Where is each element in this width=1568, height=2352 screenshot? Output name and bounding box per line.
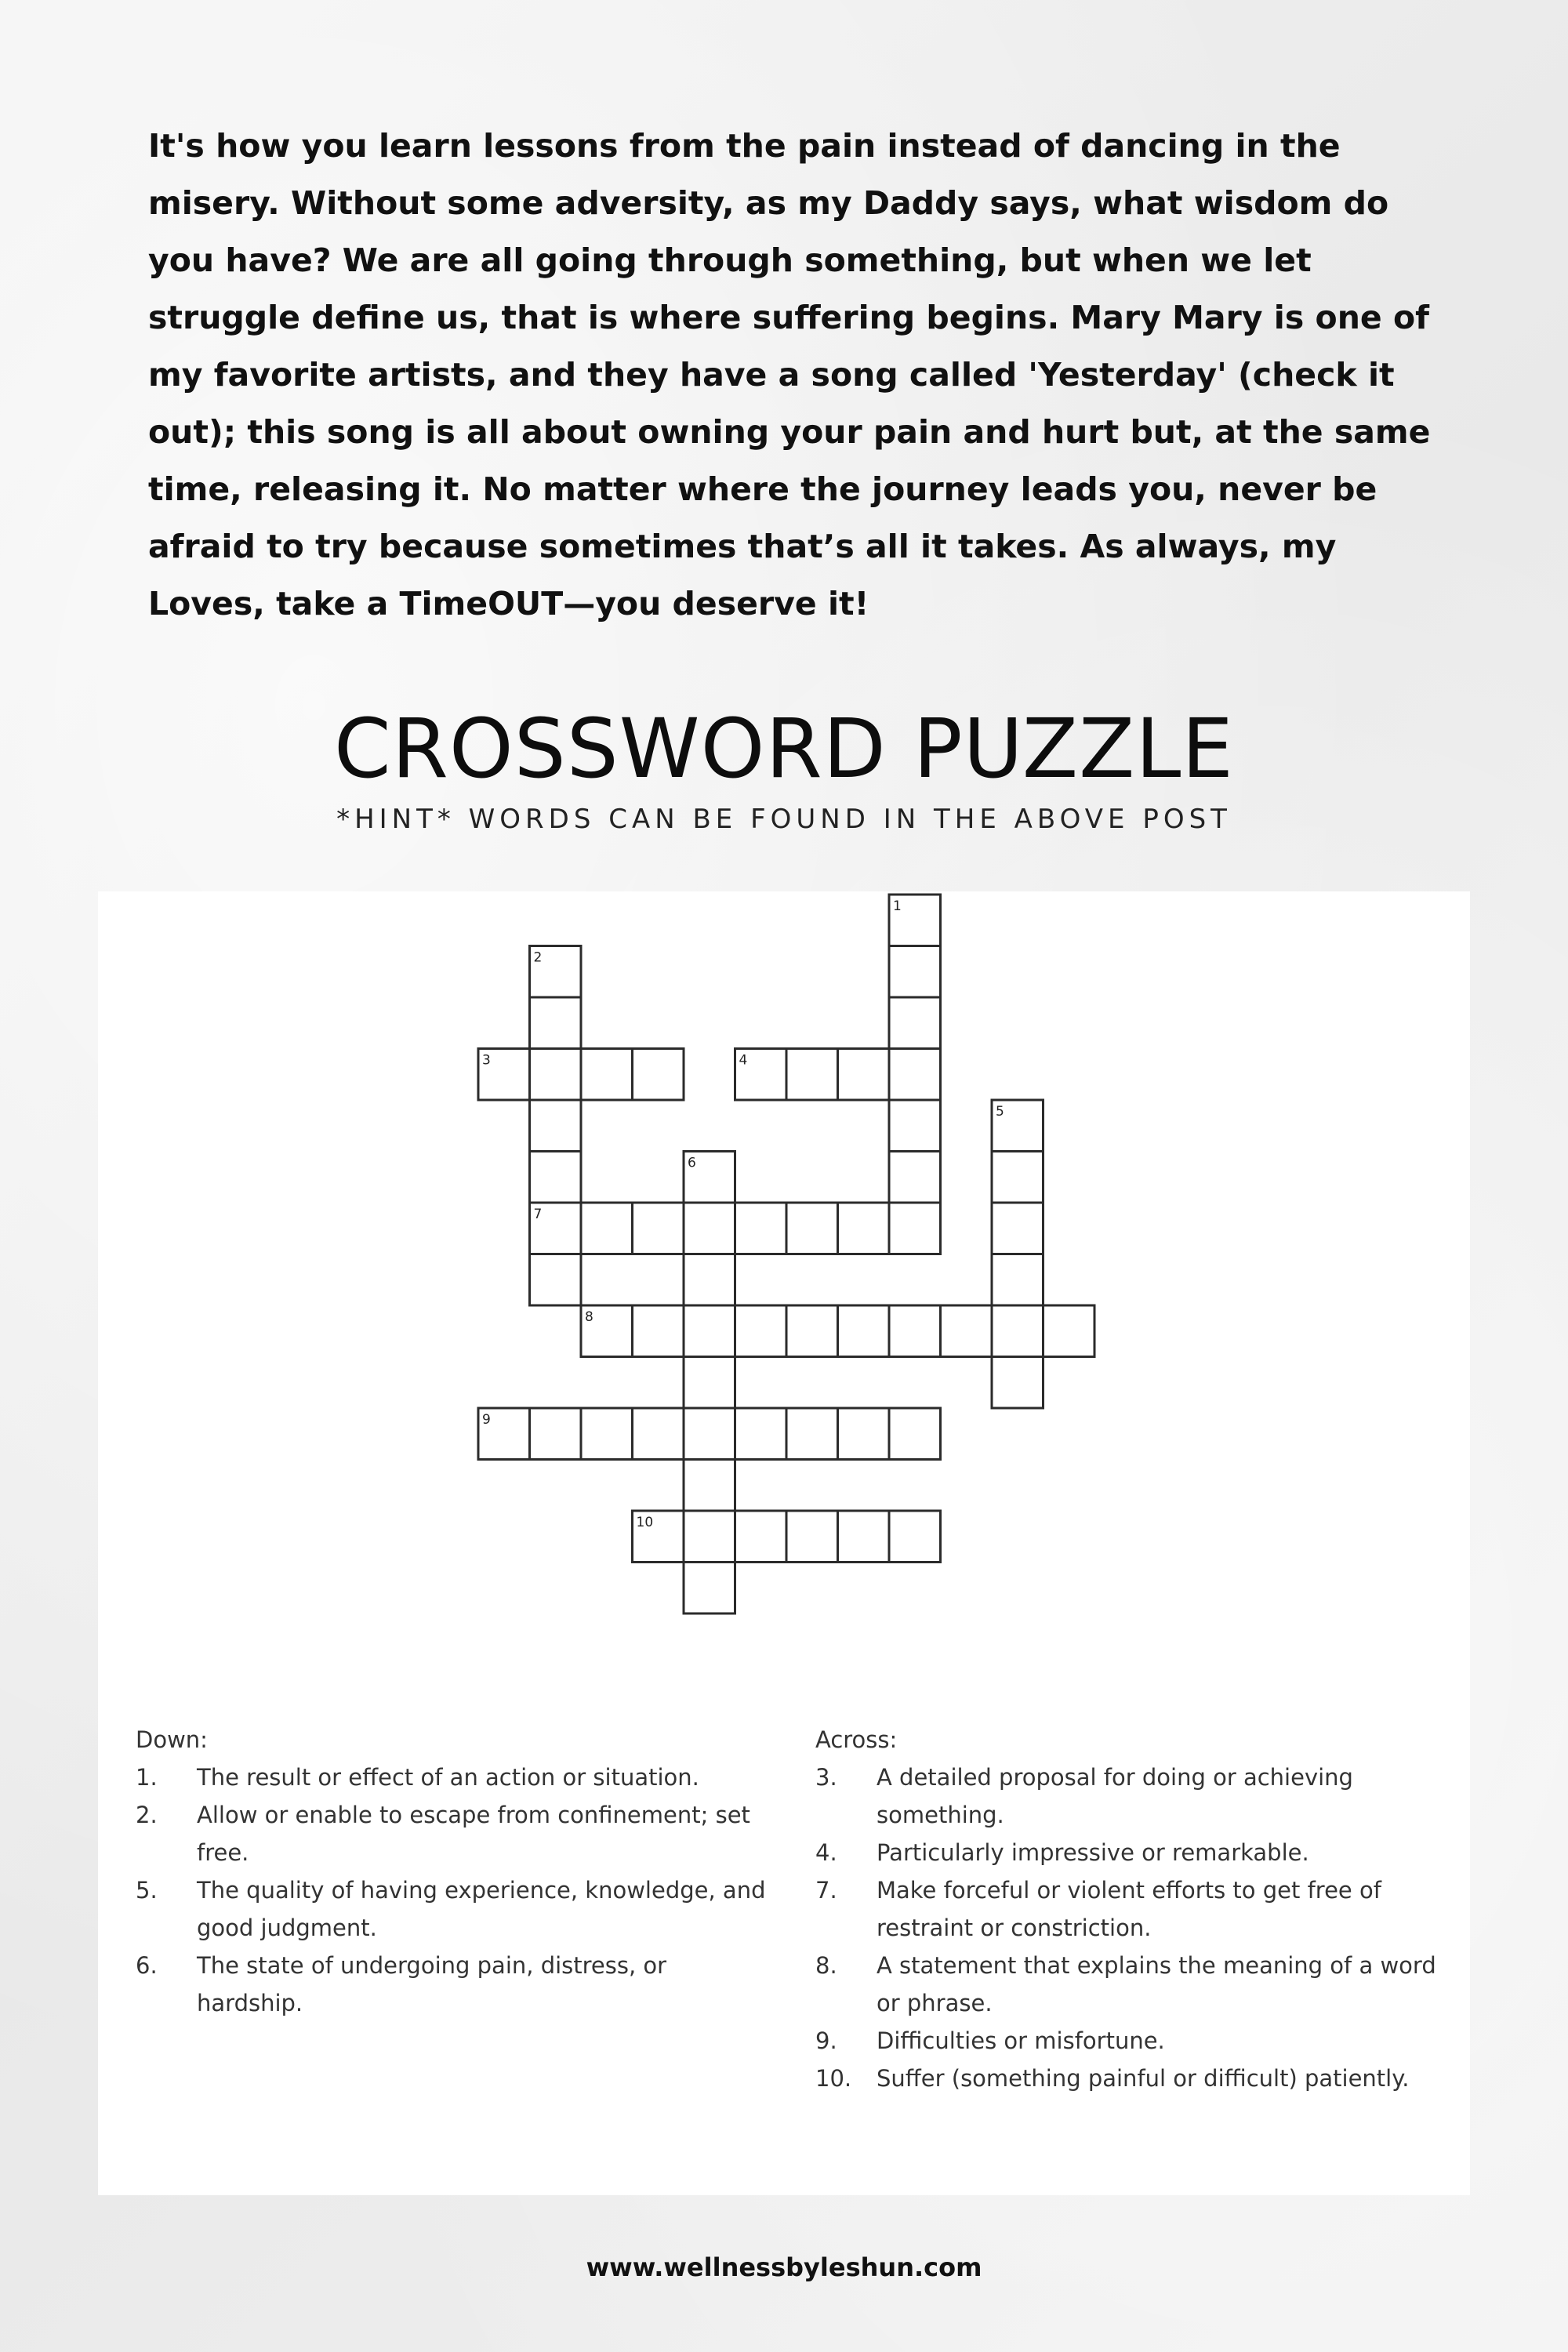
- clue-item: [136, 1796, 779, 1871]
- crossword-cell[interactable]: [684, 1305, 735, 1357]
- crossword-cell[interactable]: [581, 1049, 633, 1101]
- crossword-cell[interactable]: [684, 1357, 735, 1409]
- crossword-cell[interactable]: [633, 1049, 684, 1101]
- cell-number: 10: [636, 1515, 654, 1530]
- cell-number: 4: [739, 1052, 748, 1069]
- clue-text: Particularly impressive or remarkable.: [877, 1839, 1309, 1866]
- clue-number: 3.: [815, 1764, 837, 1791]
- crossword-cell[interactable]: [1044, 1305, 1095, 1357]
- crossword-cell[interactable]: [633, 1305, 684, 1357]
- clue-number: 4.: [815, 1839, 837, 1866]
- crossword-cell[interactable]: [838, 1511, 890, 1563]
- crossword-cell[interactable]: [530, 1100, 582, 1152]
- crossword-cell[interactable]: [786, 1511, 838, 1563]
- crossword-cell[interactable]: [786, 1305, 838, 1357]
- down-clues: [136, 1721, 779, 2022]
- cell-number: 9: [482, 1412, 491, 1428]
- puzzle-hint: *HINT* WORDS CAN BE FOUND IN THE ABOVE POST: [336, 804, 1232, 835]
- crossword-cell[interactable]: [838, 1305, 890, 1357]
- crossword-cell[interactable]: [889, 1203, 941, 1254]
- clue-item: [815, 2022, 1458, 2060]
- down-clue-list: [136, 1759, 779, 2022]
- clue-item: [815, 2060, 1458, 2097]
- puzzle-title: CROSSWORD PUZZLE: [333, 701, 1234, 797]
- clue-number: 2.: [136, 1802, 158, 1828]
- crossword-grid: [98, 891, 1470, 1636]
- clue-text: Suffer (something painful or difficult) patiently.: [877, 2065, 1410, 2092]
- cell-number: 2: [533, 949, 543, 966]
- crossword-cell[interactable]: [992, 1254, 1044, 1306]
- crossword-cell[interactable]: [581, 1203, 633, 1254]
- crossword-cell[interactable]: [992, 1203, 1044, 1254]
- clue-number: 8.: [815, 1952, 837, 1979]
- clue-text: Difficulties or misfortune.: [877, 2027, 1165, 2054]
- clue-item: [136, 1871, 779, 1947]
- crossword-cell[interactable]: [889, 1100, 941, 1152]
- crossword-cell[interactable]: [941, 1305, 993, 1357]
- crossword-cell[interactable]: [786, 1049, 838, 1101]
- clue-item: [136, 1759, 779, 1796]
- cell-number: 3: [482, 1052, 491, 1069]
- cell-number: 5: [996, 1104, 1004, 1120]
- clue-number: 7.: [815, 1877, 837, 1904]
- cell-number: 7: [533, 1207, 543, 1222]
- crossword-cell[interactable]: [581, 1408, 633, 1460]
- crossword-cell[interactable]: [633, 1203, 684, 1254]
- crossword-cell[interactable]: [889, 1152, 941, 1203]
- crossword-cell[interactable]: [889, 1408, 941, 1460]
- crossword-cell[interactable]: [992, 1152, 1044, 1203]
- cell-number: 8: [585, 1309, 593, 1325]
- crossword-cell[interactable]: [530, 1049, 582, 1101]
- clue-item: [136, 1947, 779, 2022]
- clue-text: A statement that explains the meaning of a word or phrase.: [877, 1952, 1436, 2016]
- crossword-cell[interactable]: [684, 1460, 735, 1512]
- clue-text: A detailed proposal for doing or achieving something.: [877, 1764, 1353, 1828]
- crossword-cell[interactable]: [735, 1408, 787, 1460]
- clue-item: [815, 1834, 1458, 1871]
- crossword-cell[interactable]: [992, 1305, 1044, 1357]
- clue-text: The quality of having experience, knowledge, and good judgment.: [197, 1877, 766, 1941]
- crossword-cell[interactable]: [838, 1203, 890, 1254]
- crossword-cell[interactable]: [786, 1408, 838, 1460]
- cell-number: 6: [688, 1155, 696, 1171]
- across-heading: Across:: [815, 1726, 898, 1753]
- clue-text: Make forceful or violent efforts to get free of restraint or constriction.: [877, 1877, 1381, 1941]
- clue-item: [815, 1871, 1458, 1947]
- crossword-cell[interactable]: [530, 1408, 582, 1460]
- crossword-cell[interactable]: [735, 1203, 787, 1254]
- crossword-cell[interactable]: [684, 1203, 735, 1254]
- crossword-cell[interactable]: [889, 1511, 941, 1563]
- clue-number: 6.: [136, 1952, 158, 1979]
- clue-text: The result or effect of an action or situation.: [197, 1764, 699, 1791]
- crossword-cell[interactable]: [684, 1511, 735, 1563]
- crossword-cell[interactable]: [786, 1203, 838, 1254]
- crossword-cell[interactable]: [889, 946, 941, 998]
- crossword-cell[interactable]: [633, 1408, 684, 1460]
- crossword-cell[interactable]: [889, 1049, 941, 1101]
- post-text: It's how you learn lessons from the pain instead of dancing in the misery. Without some adversity, as my Daddy says, what wisdom do you have? We are all going through something, but when we let struggle define us, that is where suffering begins. Mary Mary is one of my favorite artists, and they have a song called 'Yesterday' (check it out); this song is all about owning your pain and hurt but, at the same time, releasing it. No matter where the journey leads you, never be afraid to try because sometimes that’s all it takes. As always, my Loves, take a TimeOUT—you deserve it!: [148, 127, 1431, 622]
- clue-number: 9.: [815, 2027, 837, 2054]
- clue-number: 5.: [136, 1877, 158, 1904]
- crossword-cell[interactable]: [889, 997, 941, 1049]
- cell-number: 1: [893, 898, 902, 914]
- crossword-cell[interactable]: [530, 1254, 582, 1306]
- crossword-cell[interactable]: [992, 1357, 1044, 1409]
- crossword-cell[interactable]: [530, 1152, 582, 1203]
- website-footer[interactable]: www.wellnessbyleshun.com: [586, 2252, 982, 2282]
- crossword-cell[interactable]: [838, 1408, 890, 1460]
- crossword-cell[interactable]: [684, 1563, 735, 1614]
- clue-item: [815, 1947, 1458, 2022]
- across-clue-list: [815, 1759, 1458, 2097]
- down-heading: Down:: [136, 1726, 208, 1753]
- crossword-cell[interactable]: [838, 1049, 890, 1101]
- crossword-cell[interactable]: [735, 1305, 787, 1357]
- across-clues: [815, 1721, 1458, 2097]
- crossword-cell[interactable]: [684, 1408, 735, 1460]
- clue-text: The state of undergoing pain, distress, or hardship.: [197, 1952, 667, 2016]
- clue-text: Allow or enable to escape from confinement; set free.: [197, 1802, 750, 1866]
- clue-number: 10.: [815, 2065, 852, 2092]
- crossword-cell[interactable]: [889, 1305, 941, 1357]
- crossword-cell[interactable]: [735, 1511, 787, 1563]
- clue-number: 1.: [136, 1764, 158, 1791]
- crossword-cell[interactable]: [684, 1254, 735, 1306]
- crossword-cell[interactable]: [530, 997, 582, 1049]
- clue-item: [815, 1759, 1458, 1834]
